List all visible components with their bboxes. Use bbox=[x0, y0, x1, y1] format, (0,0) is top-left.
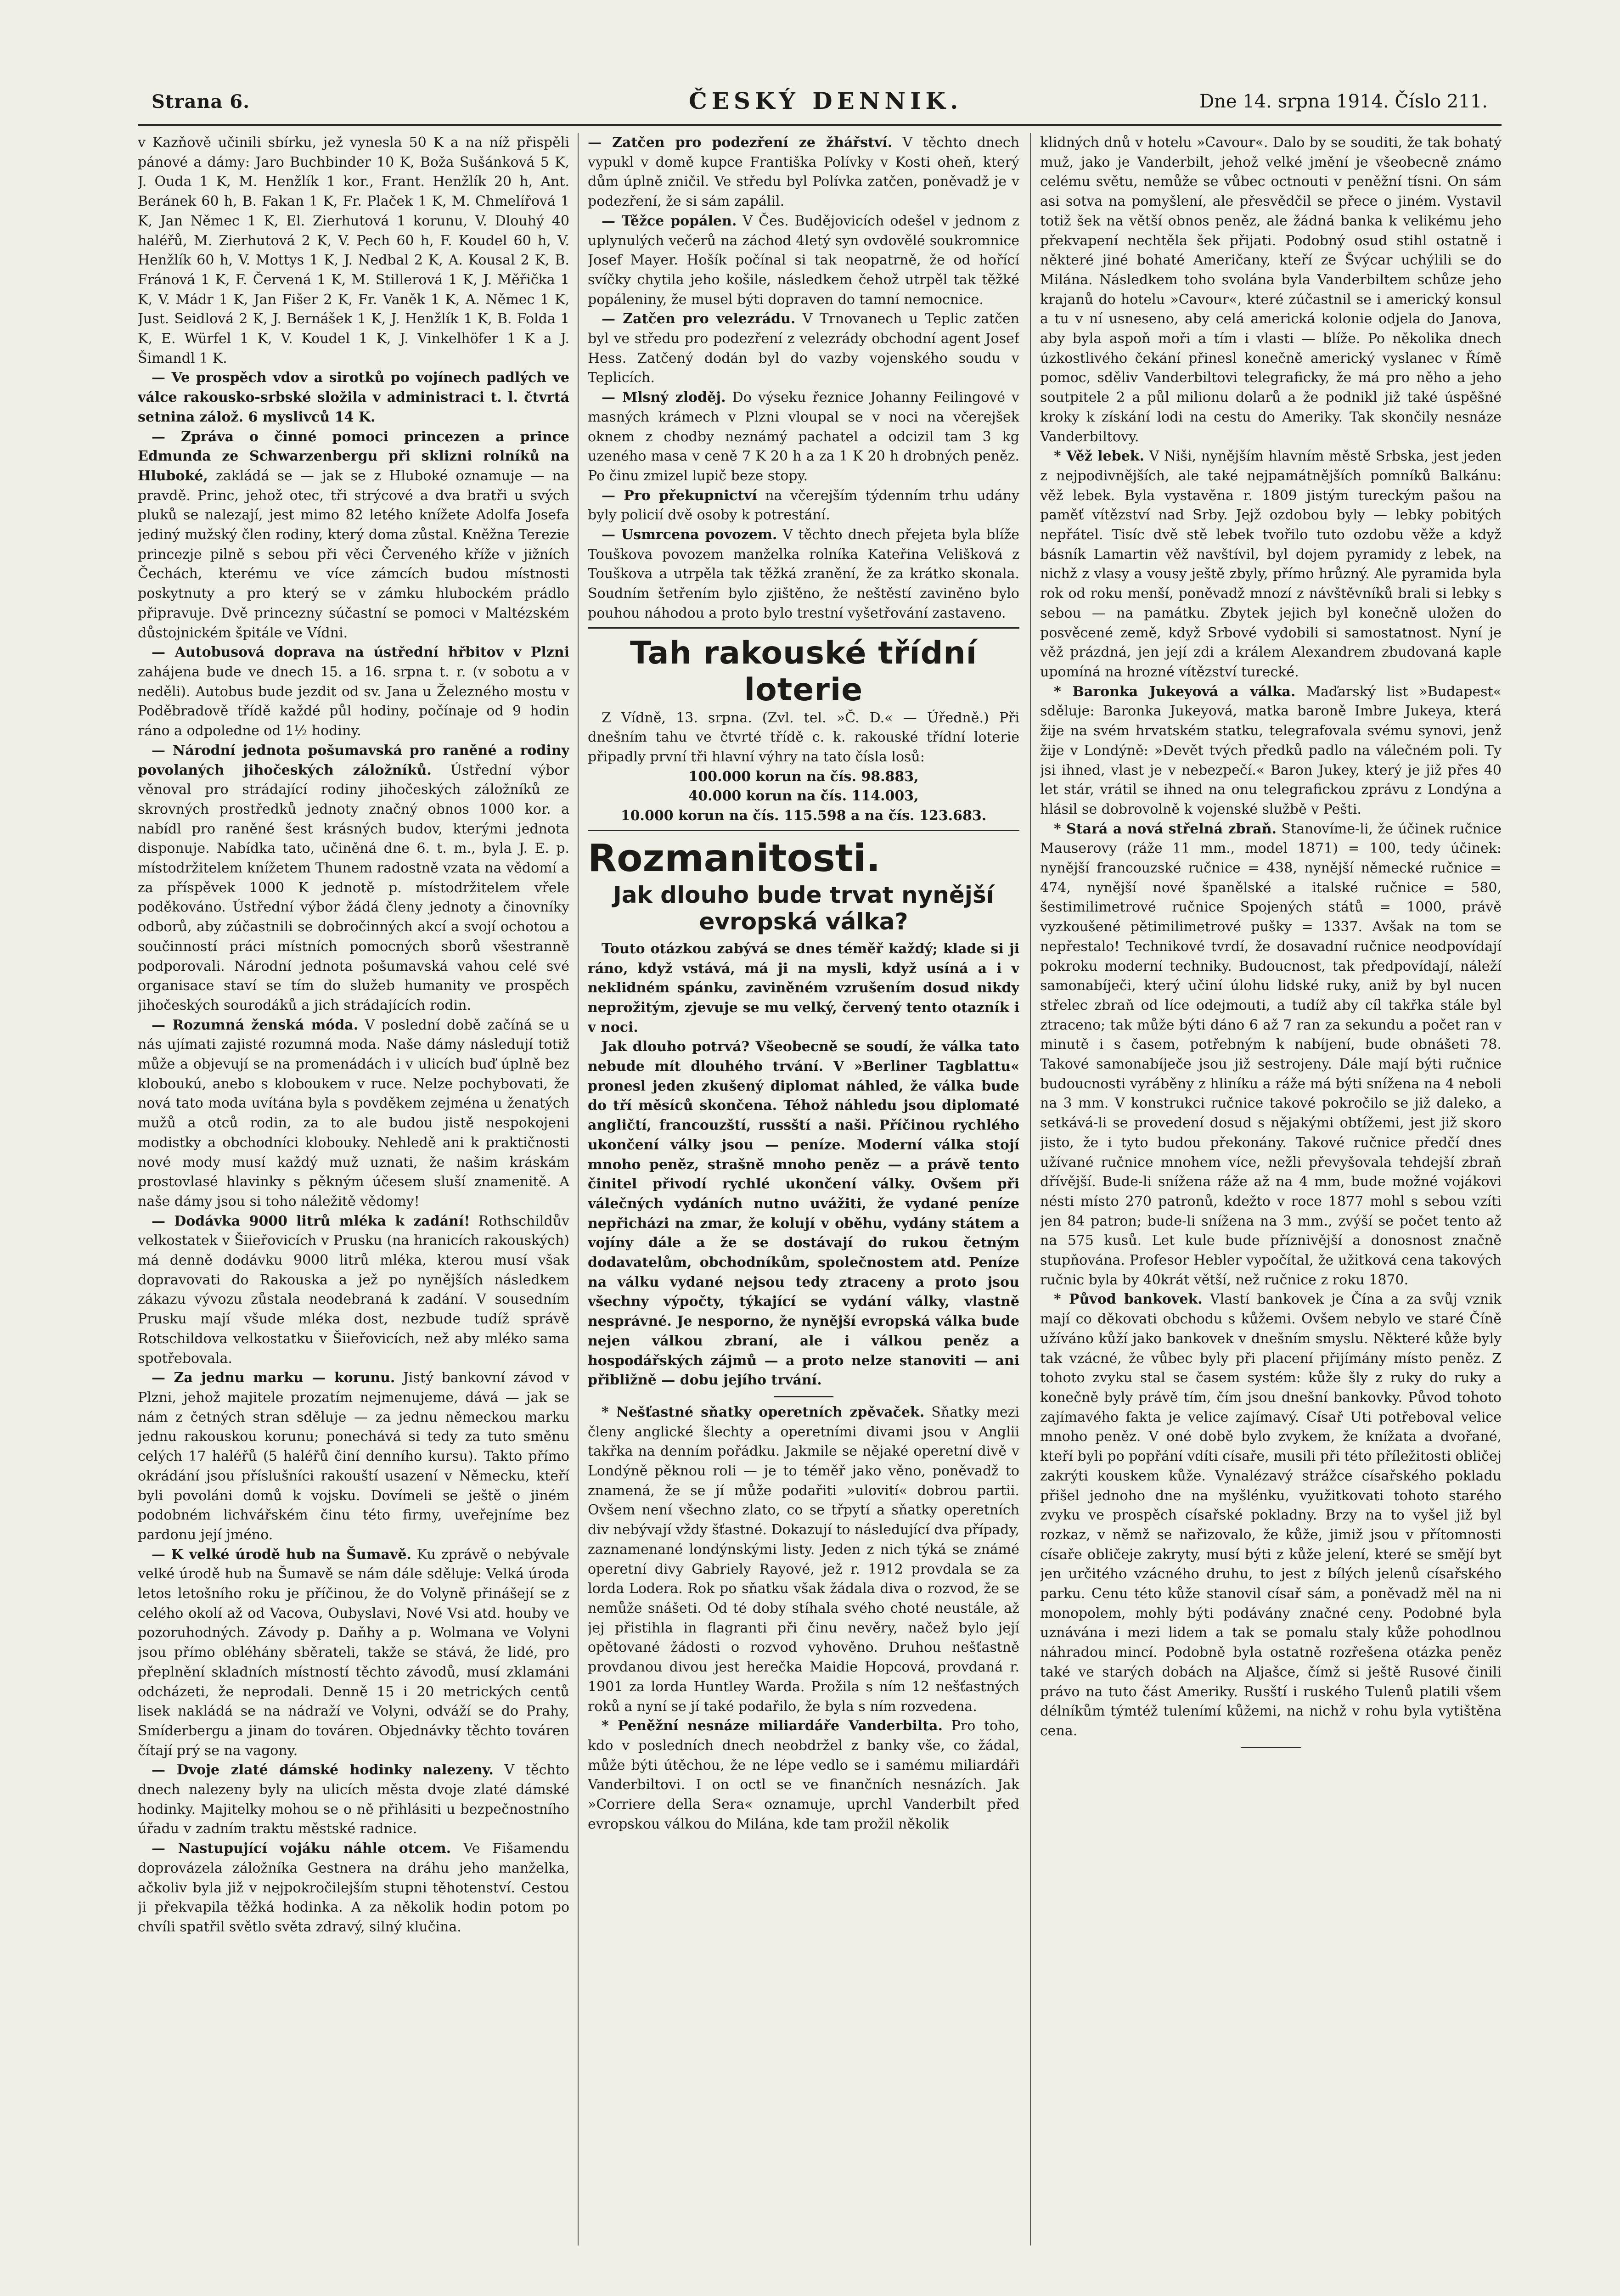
issue-date: Dne 14. srpna 1914. Číslo 211. bbox=[1199, 91, 1488, 112]
article-milk bbox=[138, 1212, 569, 1369]
article-headline: * Původ bankovek. bbox=[1054, 1291, 1203, 1308]
article-text: Sňatky mezi členy anglické šlechty a operetními divami jsou v Anglii takřka na denním pořádku. Jakmile se nějaké operetní divě v Londýně pěknou roli — je to téměř jako věno, poněvadž to znamená, že se jí může podařiti »ulovití« dobrou partii. Ovšem není všechno zlato, co se třpytí a sňatky operetních div nebývají vždy šťastné. Dokazují to následující dva případy, zaznamenané londýnskými listy. Jeden z nich týká se známé operetní divy Gabriely Rayové, jež r. 1912 provdala se za lorda Lodera. Rok po sňatku však žádala diva o rozvod, že se nemůže snášeti. Od té doby stíhala svého choté neustále, až jej přistihla in flagranti při činu nevěry, načež bylo její opětované žádosti o rozvod vyhověno. Druhou nešťastně provdanou divou jest herečka Maidie Hopcová, provdaná r. 1901 za lorda Huntley Warda. Prožila s ním 12 nešťastných roků a nyní se jí také podařilo, že byla s ním rozvedena. bbox=[588, 1404, 1019, 1715]
article-headline: — Těžce popálen. bbox=[602, 213, 737, 229]
article-text: v Kazňově učinili sbírku, jež vynesla 50 K a na níž přispěli pánové a dámy: Jaro Buchbinder 10 K, Boža Sušánková 5 K, J. Ouda 1 K, M. Henžlík 1 kor., Frant. Henžlík 20 h, Ant. Beránek 60 h, B. Fakan 1 K, Fr. Plaček 1 K, M. Chmelířová 1 K, Jan Němec 1 K, El. Zierhutová 1 korunu, V. Dlouhý 40 haléřů, M. Zierhutová 2 K, V. Pech 60 h, F. Koudel 60 h, V. Henžlík 60 h, V. Mottys 1 K, J. Nedbal 2 K, A. Kousal 2 K, B. Fránová 1 K, F. Červená 1 K, M. Stillerová 1 K, J. Měřička 1 K, V. Mádr 1 K, Jan Fišer 2 K, Fr. Vaněk 1 K, A. Němec 1 K, Just. Seidlová 2 K, J. Bernášek 1 K, J. Henžlík 1 K, B. Folda 1 K, E. Würfel 1 K, V. Koudel 1 K, J. Vinkelhöfer 1 K a J. Šimandl 1 K. bbox=[138, 135, 569, 366]
article-arson bbox=[588, 133, 1019, 212]
article-text: Maďarský list »Budapest« sděluje: Baronka Jukeyová, matka baroně Imbre Jukeya, která žije na svém hrvatském statku, telegrafovala svému synovi, jenž žije v Londýně: »Devět tvých předků padlo na válečném poli. Ty jsi ihned, vlast je v nebezpečí.« Baron Jukey, který je již přes 40 let stár, vrátil se ihned na onu telegrafickou zprávu z Londýna a hlásil se dobrovolně k vojenské službě v Pešti. bbox=[1040, 683, 1502, 817]
article-text: Jistý bankovní závod v Plzni, jehož majitele prozatím nejmenujeme, dává — jak se nám z četných stran sděluje — za jednu německou marku jednu rakouskou korunu; ponechává si tedy za tuto směnu celých 17 haléřů (5 haléřů činí denního kursu). Takto přímo okrádání jsou příslušníci rakouští usazení v Německu, kteří byli povoláni domů k vojsku. Dovímeli se ještě o jiném podobném lichvářském činu této firmy, uveřejníme bez pardonu její jméno. bbox=[138, 1370, 569, 1543]
article-text: V těchto dnech nalezeny byly na ulicích města dvoje zlaté dámské hodinky. Majitelky mohou se o ně přihlásiti u bezpečnostního úřadu v zadním traktu městské radnice. bbox=[138, 1762, 569, 1837]
article-text: Do výseku řeznice Johanny Feilingové v masných krámech v Plzni vloupal se v noci na včerejšek oknem z chodby neznámý pachatel a odcizil tam 3 kg uzeného masa v ceně 7 K 20 h a za 1 K 20 h drobných peněz. Po činu zmizel lupič beze stopy. bbox=[588, 389, 1019, 484]
article-text: Ku zprávě o nebývale velké úrodě hub na Šumavě se nám dále sděluje: Velká úroda letos letošního roku je příčinou, že do Volyně přinášejí se z celého okolí až od Vacova, Oubyslavi, Nové Vsi atd. houby ve pozoruhodných. Závody p. Daňhy a p. Wolmana ve Volyni jsou přímo obléhány sběrateli, takže se stává, že lidé, pro přeplnění skladních místností těchto závodů, musí zklamáni odcházeti, že neprodali. Denně 15 i 20 metrických centů lisek nakládá se na nádraží ve Volyni, odváží se do Prahy, Smíderbergu a jinam do továren. Objednávky těchto továren čítají prý se na vagony. bbox=[138, 1546, 569, 1759]
article-thief bbox=[588, 388, 1019, 486]
page-number: Strana 6. bbox=[152, 91, 250, 113]
article-banknotes bbox=[1040, 1290, 1502, 1741]
article-headline: * Peněžní nesnáze miliardáře Vanderbilta. bbox=[602, 1718, 943, 1734]
article-war-duration-p2: Jak dlouho potrvá? Všeobecně se soudí, že válka tato nebude mít dlouhého trvání. V »Berliner Tagblattu« pronesl jeden zkušený diplomat náhled, že válka bude do tří měsíců skončena. Téhož náhledu jsou diplomaté angličtí, francouzští, russští a naši. Příčinou rychlého ukončení války jsou — peníze. Moderní válka stojí mnoho peněz, strašně mnoho peněz — a právě tento činitel přivodí rychlé ukončení války. Ovšem při válečných vydáních nutno uvážiti, že vydané peníze nepřicházi na zmar, že kolují v oběhu, vydány státem a vojíny dále a že se dostávají do rukou četným dodavatelům, obchodníkům, společnostem atd. Peníze na válku vydané nejsou tedy ztraceny a proto jsou všechny výpočty, týkající se vydání války, vlastně nesprávné. Je nesporno, že nynější evropská válka bude nejen válkou zbraní, ale i válkou peněz a hospodářských zájmů — a proto nelze stanoviti — ani přibližně — dobu jejího trvání. bbox=[588, 1039, 1019, 1389]
article-mark-crown bbox=[138, 1368, 569, 1545]
article-headline: — Národní jednota pošumavská pro raněné a rodiny povolaných jihočeských záložníků. bbox=[138, 742, 569, 778]
newspaper-title: ČESKÝ DENNIK. bbox=[689, 87, 963, 114]
article-burned bbox=[588, 212, 1019, 310]
article-text: V těchto dnech přejeta byla blíže Touškova povozem manželka rolníka Kateřina Velišková z Touškova a utrpěla tak těžká zranění, že za krátko skonala. Soudním šetřením bylo zjištěno, že neštěstí zaviněno bylo pouhou náhodou a proto bylo trestní vyšetřování zastaveno. bbox=[588, 527, 1019, 621]
article-separator bbox=[774, 1396, 833, 1397]
section-rule bbox=[588, 627, 1019, 629]
article-text: Stanovíme-li, že účinek ručnice Mauserovy (ráže 11 mm., model 1871) = 100, tedy účinek: nynější francouzské ručnice = 438, nynější německé ručnice = 474, nynější nové španělské a italské ručnice = 580, šestimilimetrové ručnice Spojených států = 1000, právě vyzkoušené pětimilimetrové pušky = 1337. Avšak na tom se nepřestalo! Technikové tvrdí, že dosavadní ručnice neodpovídají pokroku moderní techniky. Budoucnost, tak předpovídají, náleží samonabíječi, který učiní úlohu lidské ruky, aniž by byl nucen střelec zbraň od líce odejmouti, a tudíž aby cíl takřka stále byl ztraceno; tak může býti dáno 6 až 7 ran za sekundu a počet ran v minutě i s časem, potřebným k nabíjení, bude obnášeti 78. Takové samonabíječe jsou již sestrojeny. Dále mají býti ručnice budoucnosti vyráběny z hliníku a ráže má býti snížena na 4 neboli na 3 mm. V konstrukci ručnice takové pokročilo se již daleko, a setkává-li se provedení dosud s nějakými obtížemi, jest již skoro jisto, že i tyto budou překonány. Takové ručnice předčí dnes užívané ručnice mnohem více, nežli převyšovala tehdejší zbraň dřívější. Bude-li snížena ráže až na 4 mm, bude možné vojákovi nésti místo 270 patronů, kdežto v roce 1877 mohl s sebou vzíti jen 84 patron; bude-li snížena na 3 mm., zvýší se počet tento až na 575 kusů. Let kule bude příznivější a donosnost značně stupňována. Profesor Hebler vypočítal, že užitková cena takových ručnic byla by 40krát větší, než ručnice z roku 1870. bbox=[1040, 821, 1502, 1288]
article-headline: — Zatčen pro podezření ze žhářství. bbox=[588, 135, 893, 151]
article-headline: — Usmrcena povozem. bbox=[602, 527, 777, 543]
column-2 bbox=[588, 133, 1019, 2250]
article-headline: * Baronka Jukeyová a válka. bbox=[1054, 683, 1296, 700]
article-headline: * Nešťastné sňatky operetních zpěvaček. bbox=[602, 1404, 925, 1420]
article-headline: — Pro překupnictví bbox=[602, 487, 757, 504]
lottery-text: Z Vídně, 13. srpna. (Zvl. tel. »Č. D.« — Úředně.) Při dnešním tahu ve čtvrté třídě c. k. rakouské třídní loterie připadly první tři hlavní výhry na tato čísla losů: bbox=[588, 709, 1019, 765]
article-vanderbilt-cont bbox=[1040, 133, 1502, 447]
lottery-headline: Tah rakouské třídní loterie bbox=[630, 635, 977, 708]
lottery-result-1: 100.000 korun na čís. 98.883, bbox=[688, 768, 919, 785]
column-rule-1 bbox=[578, 133, 579, 2245]
page-header bbox=[152, 87, 1488, 119]
article-text: zahájena bude ve dnech 15. a 16. srpna t. r. (v sobotu a v neděli). Autobus bude jezdit od sv. Jana u Železného mostu v Poděbradově třídě každé půl hodiny, počínaje od 9 hodin ráno a odpoledne od 1½ hodiny. bbox=[138, 664, 569, 739]
article-narodni-jednota bbox=[138, 741, 569, 1016]
article-headline: — Zatčen pro velezrádu. bbox=[602, 311, 796, 327]
article-text: Pro toho, kdo v posledních dnech neobdržel z banky vše, co žádal, může býti útěchou, že ne lépe vedlo se i samému miliardáři Vanderbiltovi. I on octl se ve finančních nesnázích. Jak »Corriere della Sera« oznamuje, uprchl Vanderbilt před evropskou válkou do Milána, kde tam prožil několik bbox=[588, 1718, 1019, 1832]
article-resale bbox=[588, 486, 1019, 525]
article-headline: — Dodávka 9000 litrů mléka k zadání! bbox=[152, 1213, 470, 1229]
article-text: Ústřední výbor věnoval pro strádající rodiny jihočeských záložníků ze skrovných prostředků jednoty značný obnos 1000 kor. a nabídl pro raněné šest krásných budov, kterými jednota disponuje. Nabídka tato, učiněná dne 6. t. m., byla J. E. p. místodržitelem knížetem Thunem radostně vzata na vědomí a za příspěvek 1000 K jednotě p. místodržitelem vřele poděkováno. Ústřední výbor žádá členy jednoty a činovníky odborů, aby zúčastnili se dobročinných akcí a svojí ochotou a součinností práci místních pomocných sborů všestranně podporovali. Národní jednota pošumavská vahou celé své organisace staví se tím do služeb humanity ve prospěch jihočeských sourodáků a jich strádajících rodin. bbox=[138, 762, 569, 1013]
article-operetta bbox=[588, 1403, 1019, 1716]
lottery-result-3: 10.000 korun na čís. 115.598 a na čís. 123.683. bbox=[620, 808, 987, 824]
article-text: V Čes. Budějovicích odešel v jednom z uplynulých večerů na záchod 4letý syn ovdovělé soukromnice Josef Mayer. Hošík počínal si tak neopatrně, že od hořící svíčky chytila jeho košile, následkem čehož utrpěl tak těžké popáleniny, že musel býti dopraven do tamní nemocnice. bbox=[588, 213, 1019, 308]
article-text: V poslední době začíná se u nás ujímati zajisté rozumná moda. Naše dámy následují totiž může a objevují se na promenádách i v ulicích buď úplně bez kloboukú, anebo s kloboukem v ruce. Nelze pochybovati, že nová tato moda uvítána byla s povděkem zejména u ženatých mužů a otců rodin, za to ale budou jistě nespokojeni modistky a obchodníci klobouky. Nehledě ani k praktičnosti nové mody musí každý muž uznati, že našim kráskám prostovlasé hlavinky s pěkným účesem sluší znamenitě. A naše dámy jsou si toho náležitě vědomy! bbox=[138, 1017, 569, 1210]
article-war-duration-p1: Touto otázkou zabývá se dnes téměř každý; klade si ji ráno, když vstává, má ji na mysli, když usíná a i v neklidném spánku, zaviněném vzrušením dosud nikdy neprožitým, zjevuje se mu velký, červený tento otazník i v noci. bbox=[588, 940, 1019, 1035]
article-autobus bbox=[138, 643, 569, 741]
article-headline: — Nastupující vojáku náhle otcem. bbox=[152, 1840, 451, 1857]
article-headline: — Ve prospěch vdov a sirotků po vojínech padlých ve válce rakousko-srbské složila v administraci t. l. čtvrtá setnina zálož. 6 myslivců 14 K. bbox=[138, 370, 569, 425]
column-3 bbox=[1040, 133, 1502, 2250]
article-accident bbox=[588, 525, 1019, 624]
column-1 bbox=[138, 133, 569, 2250]
article-treason bbox=[588, 310, 1019, 388]
article-headline: — Za jednu marku — korunu. bbox=[152, 1370, 395, 1386]
article-text: klidných dnů v hotelu »Cavour«. Dalo by se souditi, že tak bohatý muž, jako je Vanderbilt, jehož velké jmění je všeobecně známo celému světu, nemůže se vůbec octnouti v peněžní tísni. On sám asi sotva na pomyšlení, ale přesvědčil se přece o jiném. Vystavil totiž šek na větší obnos peněz, ale žádná banka k velikému jeho překvapení nechtěla šek přijati. Podobný osud stihl ostatně i některé jiné bohaté Američany, kteří ze Švýcar uchýlili se do Milána. Následkem toho svolána byla Vanderbiltem schůze jeho krajanů do hotelu »Cavour«, které zúčastnil se i americký konsul a tu v ní usneseno, aby celá americká kolonie odjela do Janova, aby byla aspoň moři a tím i vlasti — blíže. Po několika dnech úzkostlivého čekání přinesl konečně americký vyslanec v Římě pomoc, sděliv Vanderbiltovi telegraficky, že má pro něho a jeho soutpitele 2 a půl milionu dolarů a že podnikl již také úspěšné kroky k získání lodi na cestu do Ameriky. Tak skončily nesnáze Vanderbiltovy. bbox=[1040, 135, 1502, 445]
section-rule bbox=[588, 830, 1019, 831]
section-title-rozmanitosti: Rozmanitosti. bbox=[588, 836, 881, 880]
article-text: na včerejším týdenním trhu udány byly policií dvě osoby k potrestání. bbox=[588, 487, 1019, 523]
article-firearms bbox=[1040, 820, 1502, 1290]
article-headline: — Dvoje zlaté dámské hodinky nalezeny. bbox=[152, 1762, 494, 1778]
article-watches bbox=[138, 1761, 569, 1839]
article-text: Ve Fišamendu doprovázela záložníka Gestnera na dráhu jeho manželka, ačkoliv byla již v nejpokročilejším stupni těhotenství. Cestou ji překvapila těžká hodinka. A za několik hodin potom po chvíli spatřil světlo světa zdravý, silný klučina. bbox=[138, 1840, 569, 1935]
column-rule-2 bbox=[1030, 133, 1031, 2245]
article-text: V Trnovanech u Teplic zatčen byl ve středu pro podezření z velezrády obchodní agent Josef Hess. Zatčený dodán byl do vazby vojenského soudu v Teplicích. bbox=[588, 311, 1019, 386]
article-headline: — Zpráva o činné pomoci princezen a prince Edmunda ze Schwarzenbergu při sklizni rolníků na Hluboké, bbox=[138, 428, 569, 484]
end-separator bbox=[1241, 1747, 1301, 1748]
article-text: zakládá se — jak se z Hluboké oznamuje — na pravdě. Princ, jehož otec, tři strýcové a dva bratři u svých pluků se nalezají, jest mimo 82 letého knížete Adolfa Josefa jediný mužský člen rodiny, který doma zůstal. Kněžna Terezie princezje pilně s sebou při věci Červeného kříže v jižních Čechách, kterému ve více zámcích budou místnosti poskytnuty a pro který se v zámku hlubockém prádlo připravuje. Dvě princezny súčastní se pomoci v Maltézském důstojnickém špitále ve Vídni. bbox=[138, 467, 569, 641]
article-text: V těchto dnech vypukl v domě kupce Františka Polívky v Kosti oheň, který dům úplně zničil. Ve středu byl Polívka zatčen, poněvadž je v podezření, že si sám zapálil. bbox=[588, 135, 1019, 210]
article-headline: * Stará a nová střelná zbraň. bbox=[1054, 821, 1277, 837]
article-headline: — Autobusová doprava na ústřední hřbitov v Plzni bbox=[152, 644, 569, 661]
header-rule bbox=[138, 124, 1502, 126]
article-headline: * Věž lebek. bbox=[1054, 448, 1145, 465]
article-headline: — K velké úrodě hub na Šumavě. bbox=[152, 1546, 411, 1563]
article-widows bbox=[138, 368, 569, 427]
article-war-duration-headline: Jak dlouho bude trvat nynější evropská válka? bbox=[613, 881, 994, 935]
article-text: Vlastí bankovek je Čína a za svůj vznik mají co děkovati obchodu s kůžemi. Ovšem nebylo ve staré Číně užíváno kůží jako bankovek v dnešním smyslu. Některé kůže byly tak vzácné, že vůbec byly při placení přijímány místo peněz. Z tohoto zvyku stal se časem systém: kůže šly z ruky do ruky a konečně byly právě tím, čím jsou dnešní bankovky. Původ tohoto zajímavého fakta je velice zajímavý. Císař Uti potřeboval velice mnoho peněz. V oné době bylo zvykem, že knížata a dvořané, kteří byli po popřání vdíti císaře, musili při této příležitosti obličej zakrýti kouskem kůže. Vynalézavý strážce císařského pokladu přišel jednoho dne na myšlénku, využitkovati tohoto starého zvyku ve prospěch císařské pokladny. Brzy na to vyšel již byl rozkaz, v němž se nařizovalo, že kůže, jimiž jsou v přítomnosti císaře obličeje zakryty, musí býti z kůže jelení, které se smějí byt jen určitého vzácného druhu, to jest z bílých jelenů císařského parku. Cenu této kůže stanovil císař sám, a poněvadž měl na ni monopolem, mohly býti podávány značné ceny. Podobné byla uznávána i mezi lidem a tak se pomalu staly kůže pohodlnou náhradou mincí. Podobně byla ostatně rozřešena otázka peněz také ve starých dobách na Aljašce, čímž si ještě Rusové činili právo na tuto část Ameriky. Rusští i ruského Tulenů platili všem délníkům týmtéž tulenímí kůžemi, na nichž v rohu byla vytištěna cena. bbox=[1040, 1291, 1502, 1739]
article-fashion bbox=[138, 1016, 569, 1212]
article-vanderbilt bbox=[588, 1716, 1019, 1834]
article-schwarzenberg bbox=[138, 428, 569, 643]
article-text: Rothschildův velkostatek v Šiieřovicích v Prusku (na hranicích rakouských) má denně dodávku 9000 litrů mléka, kterou musí však dopravovati do Rakouska a jež po nynějších následkem zákazu vývozu zůstala neodebraná k zadání. V sousedním Prusku mají všude mléka dost, nezbude tudíž správě Rotschildova velkostatku v Šiieřovicích, než aby mléko sama spotřebovala. bbox=[138, 1213, 569, 1367]
article-headline: — Rozumná ženská móda. bbox=[152, 1017, 359, 1033]
article-headline: — Mlsný zloděj. bbox=[602, 389, 726, 406]
article-soldier-father bbox=[138, 1839, 569, 1937]
lottery-result-2: 40.000 korun na čís. 114.003, bbox=[688, 788, 919, 805]
article-text: V Niši, nynějším hlavním městě Srbska, jest jeden z nejpodivnějších, ale také nejpamátnějších pomníků Balkánu: věž lebek. Byla vystavěna r. 1809 jistým tureckým pašou na paměť vítězství nad Srby. Jejž ozdobou byly — lebky pobitých nepřátel. Tisíc dvě stě lebek tvořilo tuto ozdobu věže a když básník Lamartin věž navštívil, byl dojem pyramidy z lebek, na nichž z vlasy a vousy ještě zbyly, přímo hrůzný. Ale pyramida byla rok od roku menší, poněvadž mnozí z návštěvníků brali si lebky s sebou — na památku. Zbytek jejich byl konečně uložen do posvěcené země, když Srbové vydobili si samostatnost. Nyní je věž prázdná, jen její zdi a králem Alexandrem zbudovaná kaple upomíná na hrozné vítězství turecké. bbox=[1040, 448, 1502, 680]
article-donations bbox=[138, 133, 569, 368]
article-mushrooms bbox=[138, 1545, 569, 1761]
article-skull-tower bbox=[1040, 447, 1502, 682]
article-jukey bbox=[1040, 682, 1502, 820]
